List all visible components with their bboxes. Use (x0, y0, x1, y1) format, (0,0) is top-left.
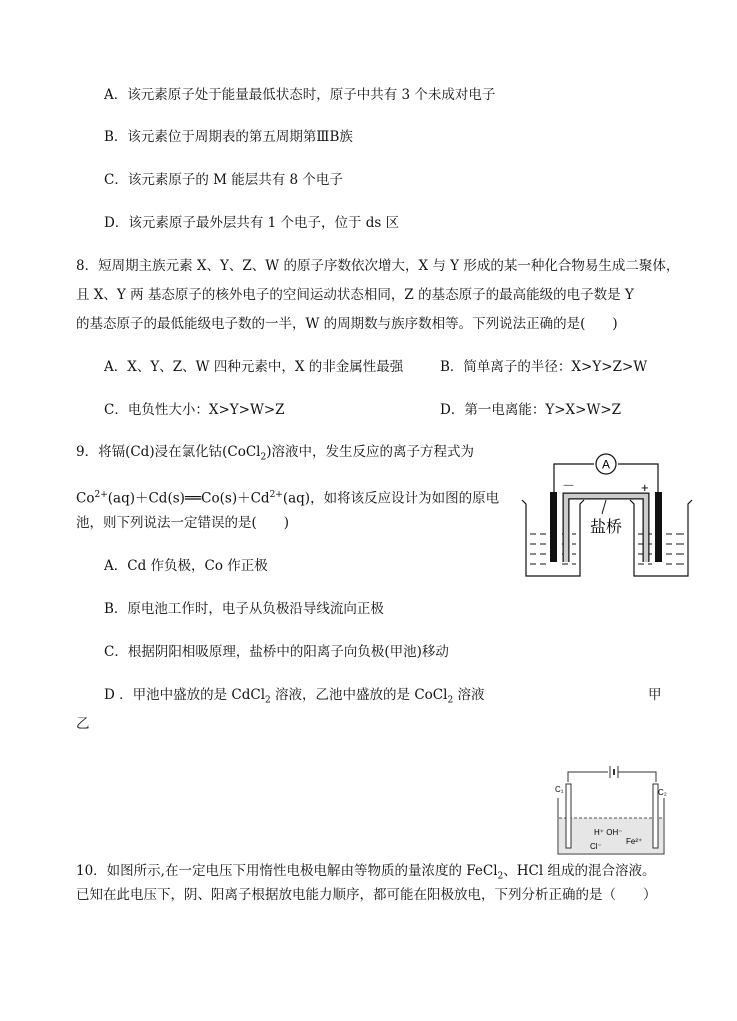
q9-stem-line2 (76, 486, 499, 508)
q10-stem-line1 (76, 862, 655, 886)
left-electrode (550, 492, 557, 562)
q9-label-jia: 甲 (648, 687, 662, 703)
q9-option-d-text-a: D ．甲池中盛放的是 CdCl (104, 687, 266, 703)
q8-option-b: B．简单离子的半径：X>Y>Z>W (440, 359, 648, 375)
electrode-c1 (566, 784, 571, 848)
q9-line2-text-b: (aq)＋Cd(s)══Co(s)＋Cd (107, 490, 270, 507)
q8-option-a: A．X、Y、Z、W 四种元素中，X 的非金属性最强 (104, 359, 404, 375)
q9-line2-sup1: 2+ (94, 490, 108, 500)
q9-option-d-text-b: 溶液，乙池中盛放的是 CoCl (270, 687, 448, 703)
ion-cl-label: Cl⁻ (590, 842, 602, 851)
q10-line1-sub: 2 (497, 871, 504, 882)
q7-option-d: D．该元素原子最外层共有 1 个电子，位于 ds 区 (104, 215, 400, 231)
right-electrode (655, 492, 662, 562)
galvanic-cell-figure (518, 452, 698, 582)
q9-stem-line1 (76, 443, 474, 467)
ammeter-label: A (601, 457, 611, 472)
electrolysis-figure (552, 760, 672, 860)
q9-line1-text-a: 9．将镉(Cd)浸在氯化钴(CoCl (76, 444, 261, 460)
q8-option-d: D．第一电离能：Y>X>W>Z (440, 402, 622, 418)
q9-line1-subscript: 2 (260, 452, 267, 463)
q9-stem-line3: 池，则下列说法一定错误的是( ) (76, 515, 290, 531)
salt-bridge-label: 盐桥 (589, 517, 623, 536)
q10-stem-line2: 已知在此电压下，阴、阳离子根据放电能力顺序，都可能在阳极放电，下列分析正确的是（ ） (76, 887, 657, 903)
q8-stem-line1: 8．短周期主族元素 X、Y、Z、W 的原子序数依次增大，X 与 Y 形成的某一种化合物易生成二聚体， (76, 258, 680, 274)
ions-label-top: H⁺ OH⁻ (594, 828, 623, 837)
q9-option-d-text-c: 溶液 (453, 687, 485, 703)
q9-line2-text-c: (aq)，如将该反应设计为如图的原电 (282, 490, 500, 507)
q9-option-a: A．Cd 作负极，Co 作正极 (104, 558, 268, 574)
q9-option-d-sub1: 2 (265, 695, 271, 706)
ion-fe-label: Fe²⁺ (626, 837, 643, 846)
q9-line2-text-a: Co (76, 490, 95, 507)
q9-line1-text-b: )溶液中，发生反应的离子方程式为 (266, 444, 474, 460)
electrode-c2 (653, 784, 658, 848)
positive-terminal-label: + (641, 480, 649, 495)
q9-option-d (104, 686, 484, 710)
q9-label-yi: 乙 (76, 716, 90, 732)
q9-option-c: C．根据阴阳相吸原理，盐桥中的阳离子向负极(甲池)移动 (104, 644, 449, 660)
electrode-c2-label: C₂ (658, 788, 667, 797)
q8-option-c: C．电负性大小：X>Y>W>Z (104, 402, 285, 418)
negative-terminal-label: － (562, 478, 576, 493)
q9-option-b: B．原电池工作时，电子从负极沿导线流向正极 (104, 601, 384, 617)
q9-line2-sup2: 2+ (269, 490, 283, 500)
q7-option-c: C．该元素原子的 M 能层共有 8 个电子 (104, 172, 343, 188)
q10-line1-text-a: 10．如图所示,在一定电压下用惰性电极电解由等物质的量浓度的 FeCl (76, 863, 498, 879)
q8-stem-line2: 且 X、Y 两 基态原子的核外电子的空间运动状态相同，Z 的基态原子的最高能级的电子数是 Y (76, 287, 634, 303)
q8-stem-line3: 的基态原子的最低能级电子数的一半，W 的周期数与族序数相等。下列说法正确的是( ) (76, 316, 618, 332)
q7-option-b: B．该元素位于周期表的第五周期第ⅢB族 (104, 129, 353, 145)
q7-option-a: A．该元素原子处于能量最低状态时，原子中共有 3 个未成对电子 (104, 87, 496, 103)
electrode-c1-label: C₁ (555, 785, 564, 794)
q10-line1-text-b: 、HCl 组成的混合溶液。 (503, 863, 656, 879)
q9-option-d-sub2: 2 (447, 695, 454, 706)
